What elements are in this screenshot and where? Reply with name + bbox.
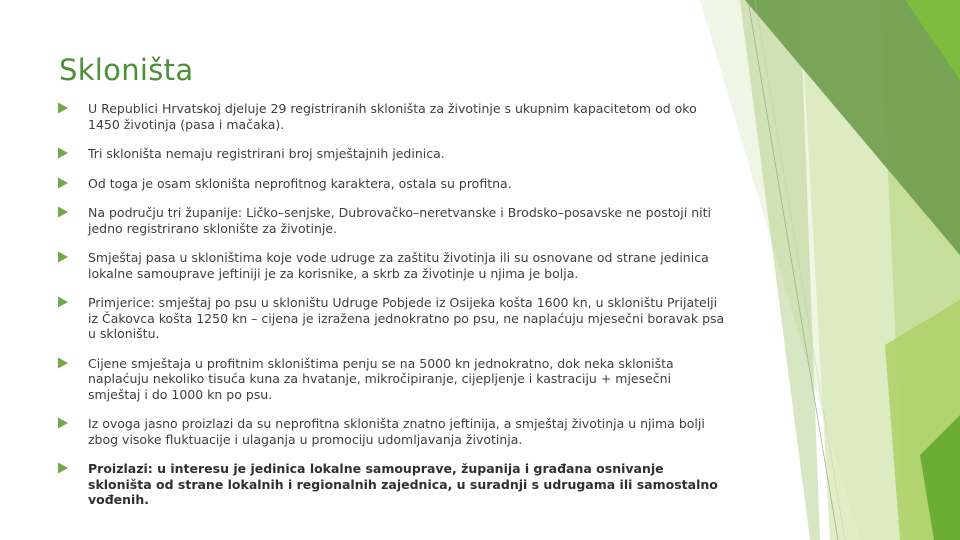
bullet-text: Od toga je osam skloništa neprofitnog karaktera, ostala su profitna. bbox=[88, 175, 512, 191]
bullet-list bbox=[57, 101, 727, 522]
bullet-item bbox=[57, 295, 727, 342]
bullet-text: U Republici Hrvatskoj djeluje 29 registriranih skloništa za životinje s ukupnim kapacitetom od oko 1450 životinja (pasa i mačaka). bbox=[88, 101, 697, 132]
bullet-item bbox=[57, 176, 727, 192]
bullet-item bbox=[57, 416, 727, 447]
bullet-text: Smještaj pasa u skloništima koje vode udruge za zaštitu životinja ili su osnovane od strane jedinica lokalne samouprave jeftiniji je za korisnike, a skrb za životinje u njima je bolja. bbox=[88, 250, 709, 281]
right-triangle-icon bbox=[57, 296, 69, 308]
right-triangle-icon bbox=[57, 357, 69, 369]
right-triangle-icon bbox=[57, 462, 69, 474]
slide-title: Skloništa bbox=[59, 53, 194, 87]
bullet-item bbox=[57, 146, 727, 162]
bullet-text: Proizlazi: u interesu je jedinica lokalne samouprave, županija i građana osnivanje skloništa od strane lokalnih i regionalnih zajednica, u suradnji s udrugama ili samostalno vođenih. bbox=[88, 461, 718, 507]
bullet-item bbox=[57, 356, 727, 403]
right-triangle-icon bbox=[57, 206, 69, 218]
bullet-item bbox=[57, 205, 727, 236]
bullet-text: Primjerice: smještaj po psu u skloništu Udruge Pobjede iz Osijeka košta 1600 kn, u skloništu Prijatelji iz Čakovca košta 1250 kn – cijena je izražena jednokratno po psu, ne naplaćuju mjesečni boravak psa u skloništu. bbox=[88, 295, 725, 341]
right-triangle-icon bbox=[57, 102, 69, 114]
bullet-item bbox=[57, 101, 727, 132]
right-triangle-icon bbox=[57, 251, 69, 263]
right-triangle-icon bbox=[57, 417, 69, 429]
bullet-text: Cijene smještaja u profitnim skloništima penju se na 5000 kn jednokratno, dok neka skloništa naplaćuju nekoliko tisuća kuna za hvatanje, mikročipiranje, cijepljenje i kastraciju + mjesečni smještaj i do 1000 kn po psu. bbox=[88, 355, 674, 402]
bullet-text: Na području tri županije: Ličko–senjske, Dubrovačko–neretvanske i Brodsko–posavske ne postoji niti jedno registrirano sklonište za životinje. bbox=[88, 205, 711, 236]
bullet-item bbox=[57, 250, 727, 281]
bullet-text: Iz ovoga jasno proizlazi da su neprofitna skloništa znatno jeftinija, a smještaj životinja u njima bolji zbog visoke fluktuacije i ulaganja u promociju udomljavanja životinja. bbox=[88, 416, 705, 447]
right-triangle-icon bbox=[57, 177, 69, 189]
bullet-item bbox=[57, 461, 727, 508]
right-triangle-icon bbox=[57, 147, 69, 159]
bullet-text: Tri skloništa nemaju registrirani broj smještajnih jedinica. bbox=[88, 146, 445, 161]
